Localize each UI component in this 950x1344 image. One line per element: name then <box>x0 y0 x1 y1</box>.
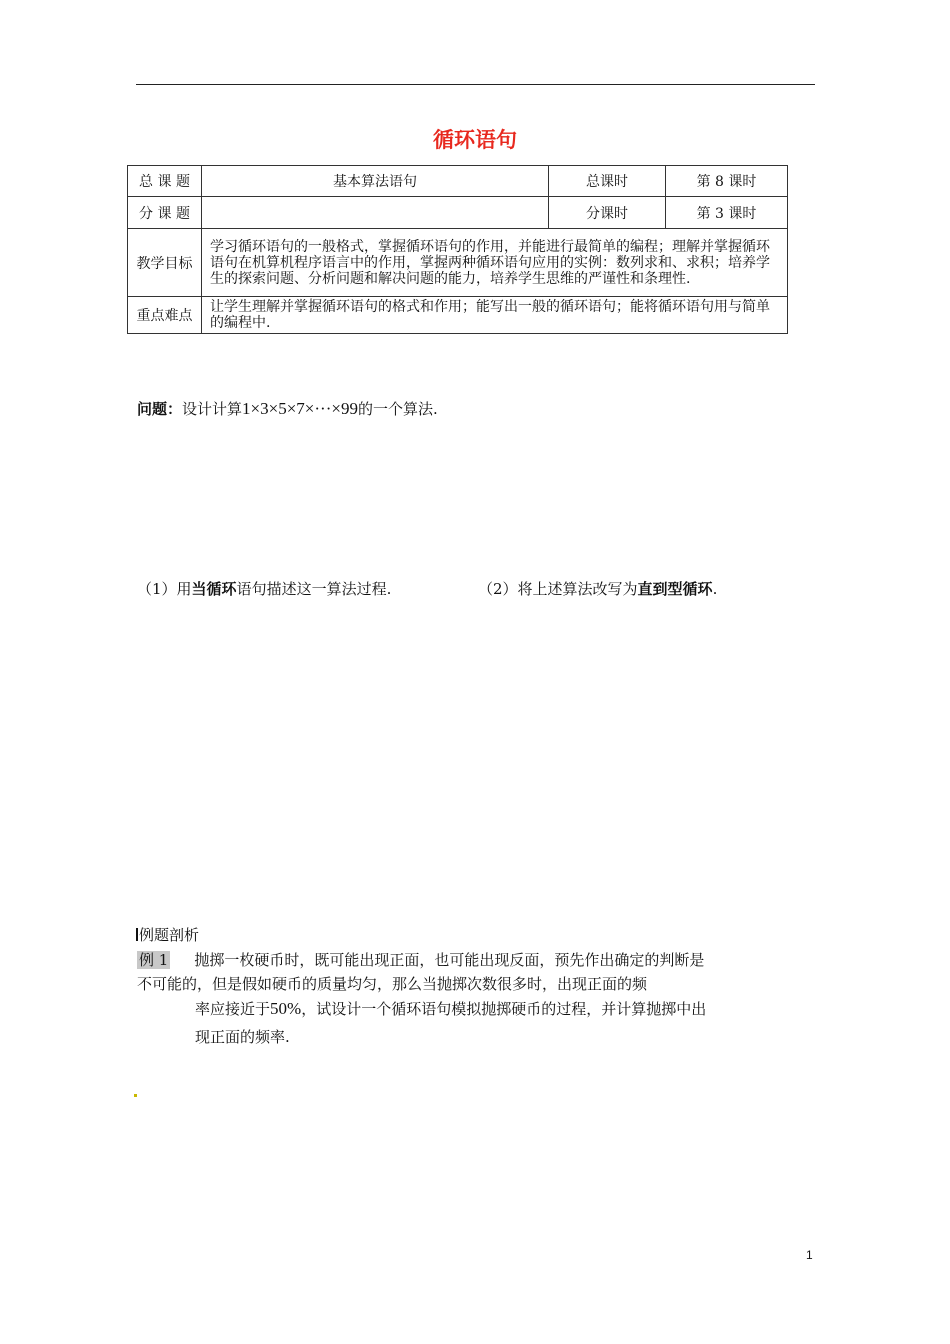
problem-text-before: 设计计算 <box>182 400 243 418</box>
row-value: 基本算法语句 <box>202 166 549 197</box>
problem-expression: 1×3×5×7×···×99 <box>242 399 358 418</box>
task-1-suffix: 语句描述这一算法过程. <box>236 580 392 598</box>
example-line-4: 现正面的频率. <box>195 1028 290 1046</box>
section-heading <box>136 924 199 945</box>
task-1-prefix: （1）用 <box>137 580 192 598</box>
page-title: 循环语句 <box>433 128 517 152</box>
example-line-1 <box>137 949 704 970</box>
page-number: 1 <box>806 1248 813 1262</box>
row-label: 分 课 题 <box>128 197 202 229</box>
hours-label: 分课时 <box>549 197 666 229</box>
keys-label: 重点难点 <box>128 297 202 334</box>
goals-text: 学习循环语句的一般格式，掌握循环语句的作用，并能进行最简单的编程；理解并掌握循环语句在机算机程序语言中的作用，掌握两种循环语句应用的实例：数列求和、求积；培养学生的探索问题、分析问题和解决问题的能力，培养学生思维的严谨性和条理性. <box>202 229 788 297</box>
task-2-bold: 直到型循环 <box>637 580 713 598</box>
goals-label: 教学目标 <box>128 229 202 297</box>
problem-statement <box>137 398 438 419</box>
table-row <box>128 166 788 197</box>
task-2-prefix: （2）将上述算法改写为 <box>478 580 638 598</box>
header-rule <box>136 84 815 85</box>
table-row <box>128 197 788 229</box>
table-row <box>128 229 788 297</box>
problem-label: 问题： <box>137 400 183 418</box>
example-line-3-before: 率应接近于 <box>195 1000 271 1018</box>
problem-text-after: 的一个算法. <box>357 400 438 418</box>
row-value <box>202 197 549 229</box>
heading-bar-icon <box>136 928 138 941</box>
section-heading-text: 例题剖析 <box>139 926 200 944</box>
table-row <box>128 297 788 334</box>
hours-value: 第 8 课时 <box>666 166 788 197</box>
task-1-bold: 当循环 <box>191 580 237 598</box>
lesson-info-table <box>127 165 788 334</box>
example-line-3-after: ，试设计一个循环语句模拟抛掷硬币的过程，并计算抛掷中出 <box>301 1000 707 1018</box>
marker-dot <box>134 1094 137 1097</box>
example-line-1-text: 抛掷一枚硬币时，既可能出现正面，也可能出现反面，预先作出确定的判断是 <box>194 951 705 969</box>
hours-value: 第 3 课时 <box>666 197 788 229</box>
task-2 <box>478 578 717 599</box>
row-label: 总 课 题 <box>128 166 202 197</box>
task-2-suffix: . <box>712 580 718 598</box>
task-1 <box>137 578 391 599</box>
example-line-2: 不可能的，但是假如硬币的质量均匀，那么当抛掷次数很多时，出现正面的频 <box>137 975 648 993</box>
example-label: 例 1 <box>139 951 169 969</box>
keys-text: 让学生理解并掌握循环语句的格式和作用；能写出一般的循环语句；能将循环语句用与简单的编程中. <box>202 297 788 334</box>
example-line-3 <box>195 998 706 1019</box>
example-percent: 50% <box>270 999 302 1018</box>
hours-label: 总课时 <box>549 166 666 197</box>
